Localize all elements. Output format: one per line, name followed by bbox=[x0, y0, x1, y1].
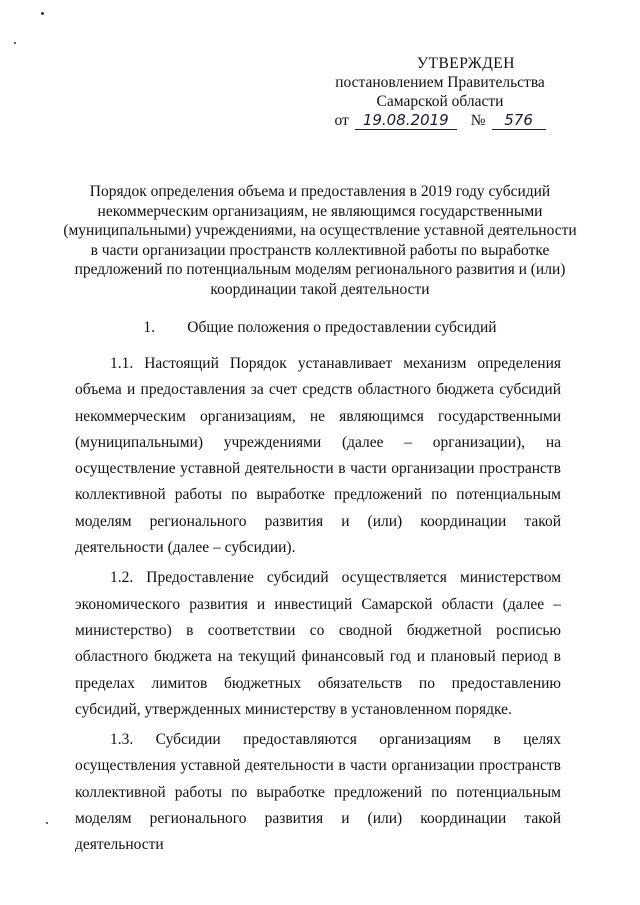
approval-stamp bbox=[300, 54, 580, 130]
approval-line-1: постановлением Правительства bbox=[335, 74, 545, 91]
approved-label: УТВЕРЖДЕН bbox=[417, 55, 515, 72]
paragraph-1-1: 1.1. Настоящий Порядок устанавливает механизм определения объема и предоставления за счет средств областного бюджета субсидий некоммерческим организациям, не являющимся государственными (муниципальными) учреждениями (далее – организации), на осуществление уставной деятельности в части организации пространств коллективной работы по выработке предложений по потенциальным моделям регионального развития и (или) координации такой деятельности (далее – субсидии). bbox=[75, 355, 561, 557]
document-title: Порядок определения объема и предоставления в 2019 году субсидий некоммерческим организациям, не являющимся государственными (муниципальными) учреждениями, на осуществление уставной деятельности в части организации пространств коллективной работы по выработке предложений по потенциальным моделям регионального развития и (или) координации такой деятельности bbox=[63, 183, 577, 298]
approval-line-2: Самарской области bbox=[376, 93, 504, 110]
scan-dot bbox=[41, 12, 44, 15]
section-heading bbox=[60, 318, 580, 338]
paragraph-1-2: 1.2. Предоставление субсидий осуществляется министерством экономического развития и инвестиций Самарской области (далее – министерство) в соответствии со сводной бюджетной росписью областного бюджета на текущий финансовый год и плановый период в пределах лимитов бюджетных обязательств по предоставлению субсидий, утвержденных министерству в установленном порядке. bbox=[75, 569, 561, 718]
body-text bbox=[75, 351, 561, 859]
paragraph-1-3: 1.3. Субсидии предоставляются организациям в целях осуществления уставной деятельности в части организации пространств коллективной работы по выработке предложений по потенциальным моделям регионального развития и (или) координации такой деятельности bbox=[75, 731, 561, 854]
date-prefix: от bbox=[334, 112, 349, 129]
section-heading-text: Общие положения о предоставлении субсидий bbox=[187, 319, 497, 336]
scan-dot bbox=[46, 822, 48, 824]
number-prefix: № bbox=[470, 112, 486, 129]
date-number-row bbox=[300, 111, 580, 130]
section-number: 1. bbox=[143, 319, 156, 336]
handwritten-number: 576 bbox=[492, 112, 546, 130]
scan-dot bbox=[14, 42, 16, 44]
handwritten-date: 19.08.2019 bbox=[355, 112, 457, 130]
